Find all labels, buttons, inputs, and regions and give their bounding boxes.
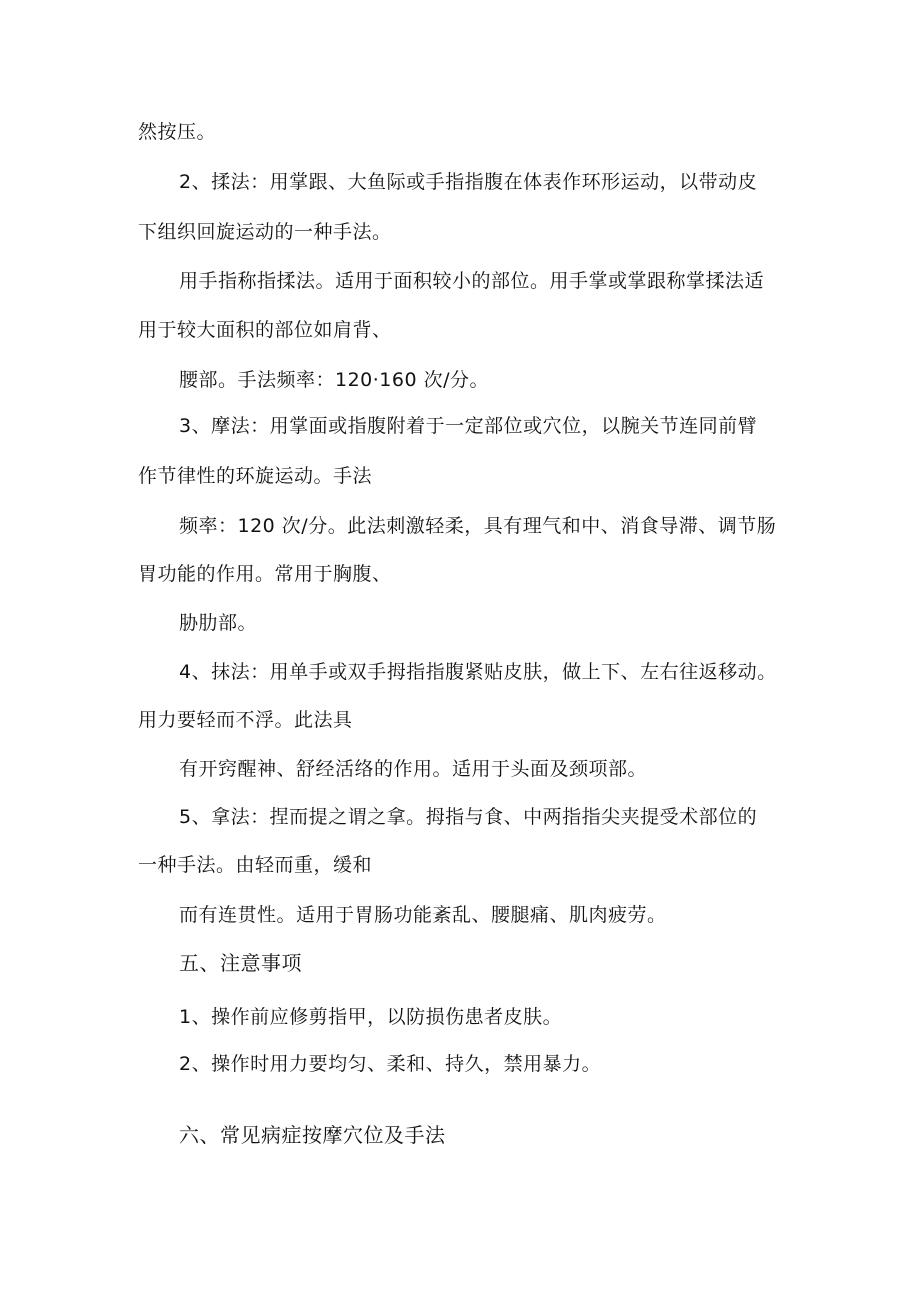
text-line: 用于较大面积的部位如肩背、 <box>138 319 392 341</box>
text-line: 用手指称指揉法。适用于面积较小的部位。用手掌或掌跟称掌揉法适 <box>179 270 765 292</box>
text-line: 胃功能的作用。常用于胸腹、 <box>138 563 392 585</box>
section-heading: 六、常见病症按摩穴位及手法 <box>179 1123 446 1147</box>
text-line: 5、拿法：捏而提之谓之拿。拇指与食、中两指指尖夹提受术部位的 <box>179 806 758 828</box>
text-line: 腰部。手法频率：120·160 次/分。 <box>179 369 490 391</box>
text-line: 用力要轻而不浮。此法具 <box>138 709 353 731</box>
text-line: 然按压。 <box>138 121 217 143</box>
text-line: 有开窍醒神、舒经活络的作用。适用于头面及颈项部。 <box>179 758 648 780</box>
text-line: 一种手法。由轻而重，缓和 <box>138 854 373 876</box>
text-line: 胁肋部。 <box>179 612 258 634</box>
text-line: 频率：120 次/分。此法刺激轻柔，具有理气和中、消食导滞、调节肠 <box>179 515 777 537</box>
text-line: 2、揉法：用掌跟、大鱼际或手指指腹在体表作环形运动，以带动皮 <box>179 171 758 193</box>
text-line: 3、摩法：用掌面或指腹附着于一定部位或穴位，以腕关节连同前臂 <box>179 415 758 437</box>
text-line: 1、操作前应修剪指甲，以防损伤患者皮肤。 <box>179 1006 563 1028</box>
text-line: 下组织回旋运动的一种手法。 <box>138 221 392 243</box>
text-line: 4、抹法：用单手或双手拇指指腹紧贴皮肤，做上下、左右往返移动。 <box>179 661 777 683</box>
text-line: 作节律性的环旋运动。手法 <box>138 465 373 487</box>
section-heading: 五、注意事项 <box>179 951 302 975</box>
text-line: 2、操作时用力要均匀、柔和、持久，禁用暴力。 <box>179 1053 602 1075</box>
text-line: 而有连贯性。适用于胃肠功能紊乱、腰腿痛、肌肉疲劳。 <box>179 904 667 926</box>
